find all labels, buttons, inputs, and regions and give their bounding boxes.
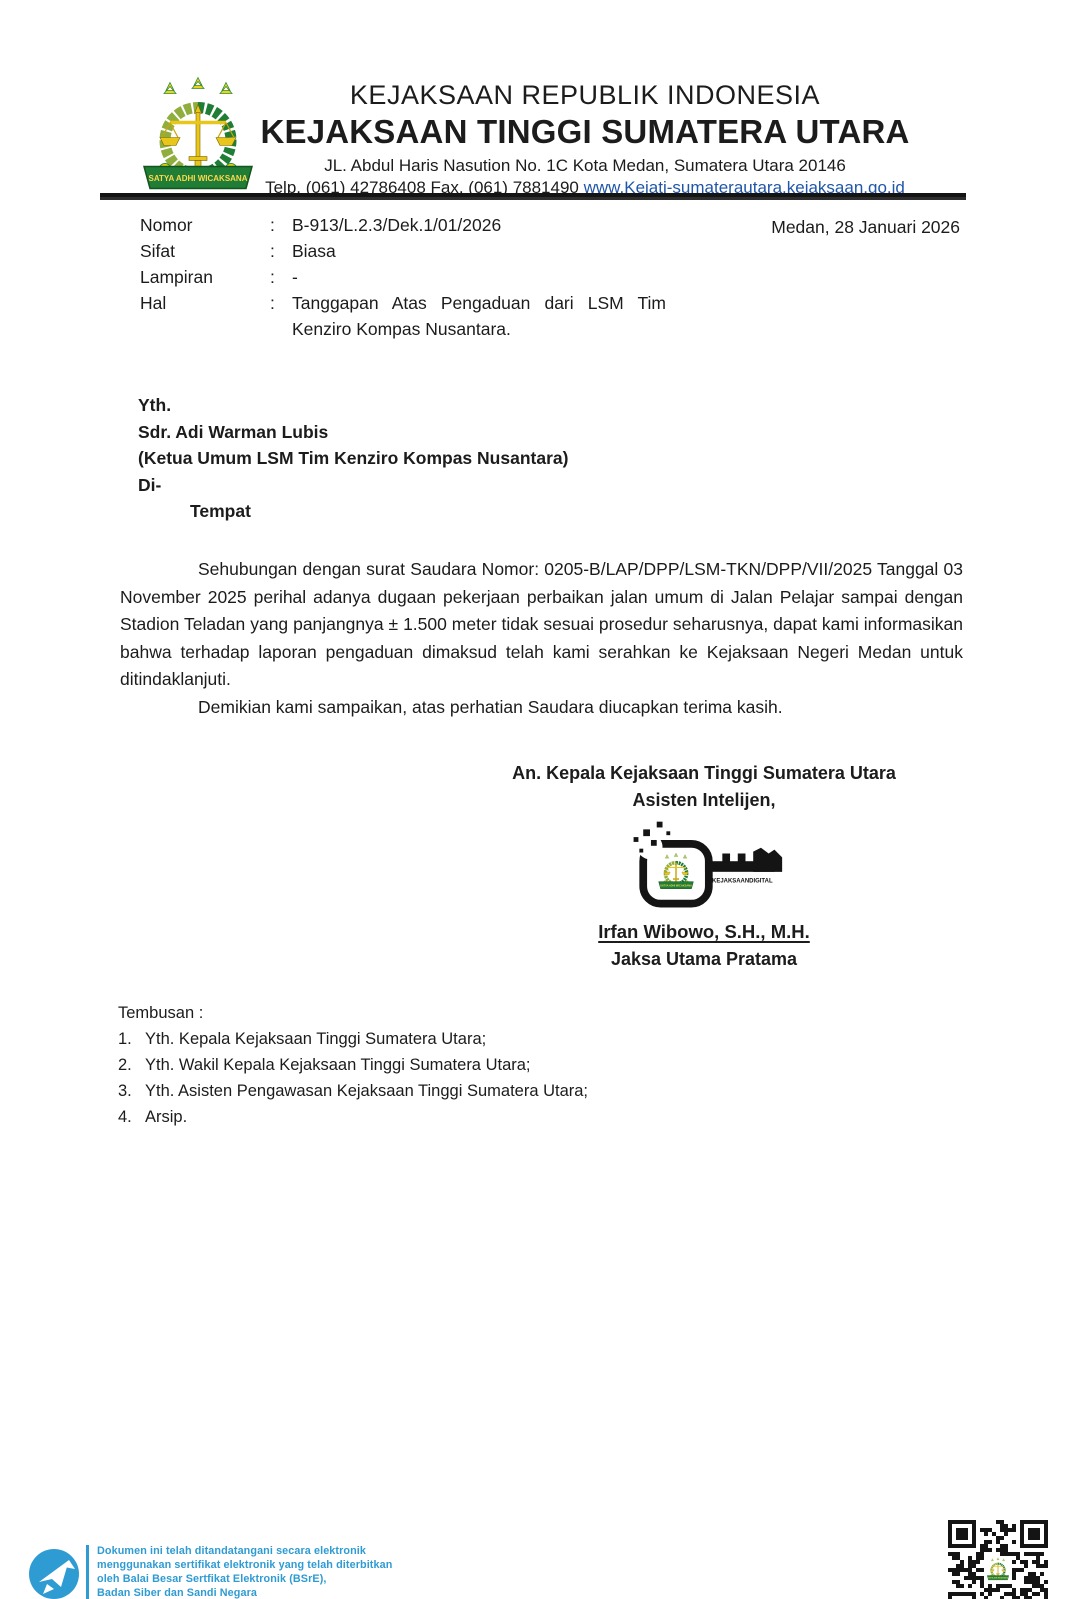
esign-disclaimer (97, 1544, 392, 1599)
addressee-di: Di- (138, 474, 162, 495)
tembusan-item (118, 1052, 588, 1078)
addressee-name: Sdr. Adi Warman Lubis (138, 421, 329, 442)
meta-row-nomor (140, 212, 712, 238)
body-paragraph-2: Demikian kami sampaikan, atas perhatian Saudara diucapkan terima kasih. (198, 696, 783, 717)
body-paragraph-1: Sehubungan dengan surat Saudara Nomor: 0205-B/LAP/DPP/LSM-TKN/DPP/VII/2025 Tanggal 03 November 2025 perihal adanya dugaan pekerjaan perbaikan jalan umum di Jalan Pelajar sampai dengan Stadion Teladan yang panjangnya ± 1.500 meter tidak sesuai prosedur seharusnya, dapat kami informasikan bahwa terhadap laporan pengaduan dimaksud telah kami serahkan ke Kejaksaan Negeri Medan untuk ditindaklanjuti. (120, 559, 963, 690)
disclaimer-line: menggunakan sertifikat elektronik yang telah diterbitkan (97, 1559, 393, 1571)
meta-label: Lampiran (140, 267, 213, 287)
office-address: JL. Abdul Haris Nasution No. 1C Kota Medan, Sumatera Utara 20146 (324, 156, 846, 175)
meta-label: Sifat (140, 241, 176, 261)
letter-meta (140, 212, 712, 342)
tembusan-item (118, 1078, 588, 1104)
signer-name: Irfan Wibowo, S.H., M.H. (598, 921, 810, 942)
footer-divider (86, 1545, 89, 1599)
signature-block (468, 760, 940, 970)
letter-subject: Tanggapan Atas Pengaduan dari LSM Tim Kenziro Kompas Nusantara. (292, 293, 666, 339)
addressee-salutation: Yth. (138, 395, 172, 415)
meta-label: Nomor (140, 215, 193, 235)
meta-colon: : (270, 293, 275, 313)
tembusan-text: Yth. Kepala Kejaksaan Tinggi Sumatera Utara; (145, 1030, 487, 1048)
office-website-link: www.Kejati-sumaterautara.kejaksaan.go.id (583, 178, 905, 197)
meta-row-hal (140, 290, 712, 342)
addressee-place: Tempat (190, 501, 251, 521)
tembusan-text: Yth. Asisten Pengawasan Kejaksaan Tinggi Sumatera Utara; (145, 1082, 589, 1100)
tembusan-num: 1. (118, 1030, 132, 1048)
letter-attachment: - (292, 267, 298, 287)
signature-onbehalf: An. Kepala Kejaksaan Tinggi Sumatera Utara (512, 763, 896, 783)
digital-signature-stamp-icon (622, 817, 786, 917)
tembusan-num: 4. (118, 1108, 132, 1126)
tembusan-item (118, 1104, 588, 1130)
kejaksaan-emblem-icon (138, 76, 258, 202)
tembusan-block (118, 1000, 588, 1130)
stamp-label: #KEJAKSAANDIGITAL (708, 878, 773, 885)
signature-position: Asisten Intelijen, (632, 790, 776, 810)
meta-colon: : (270, 215, 275, 235)
addressee-title: (Ketua Umum LSM Tim Kenziro Kompas Nusantara) (138, 448, 569, 468)
letter-number: B-913/L.2.3/Dek.1/01/2026 (292, 215, 502, 235)
org-name-republic: KEJAKSAAN REPUBLIK INDONESIA (349, 80, 821, 110)
tembusan-item (118, 1026, 588, 1052)
meta-label: Hal (140, 293, 167, 313)
tembusan-num: 3. (118, 1082, 132, 1100)
disclaimer-line: Badan Siber dan Sandi Negara (97, 1587, 257, 1599)
disclaimer-line: Dokumen ini telah ditandatangani secara elektronik (97, 1545, 366, 1557)
dateline: Medan, 28 Januari 2026 (771, 217, 960, 237)
letterhead-divider (100, 193, 966, 200)
org-name-office: KEJAKSAAN TINGGI SUMATERA UTARA (260, 113, 910, 150)
addressee-block (138, 392, 568, 525)
letter-body (120, 556, 963, 722)
office-phone-fax: Telp. (061) 42786408 Fax. (061) 7881490 (265, 178, 584, 197)
tembusan-text: Yth. Wakil Kepala Kejaksaan Tinggi Sumatera Utara; (145, 1056, 531, 1074)
tembusan-text: Arsip. (145, 1108, 188, 1126)
tembusan-num: 2. (118, 1056, 132, 1074)
disclaimer-line: oleh Balai Besar Sertfikat Elektronik (BSrE), (97, 1573, 327, 1585)
meta-row-sifat (140, 238, 712, 264)
signer-rank: Jaksa Utama Pratama (610, 949, 798, 969)
letter-nature: Biasa (292, 241, 336, 261)
bsre-logo-icon (28, 1548, 80, 1599)
tembusan-title: Tembusan : (118, 1004, 204, 1022)
meta-colon: : (270, 267, 275, 287)
qr-code (948, 1520, 1048, 1599)
meta-row-lampiran (140, 264, 712, 290)
meta-colon: : (270, 241, 275, 261)
